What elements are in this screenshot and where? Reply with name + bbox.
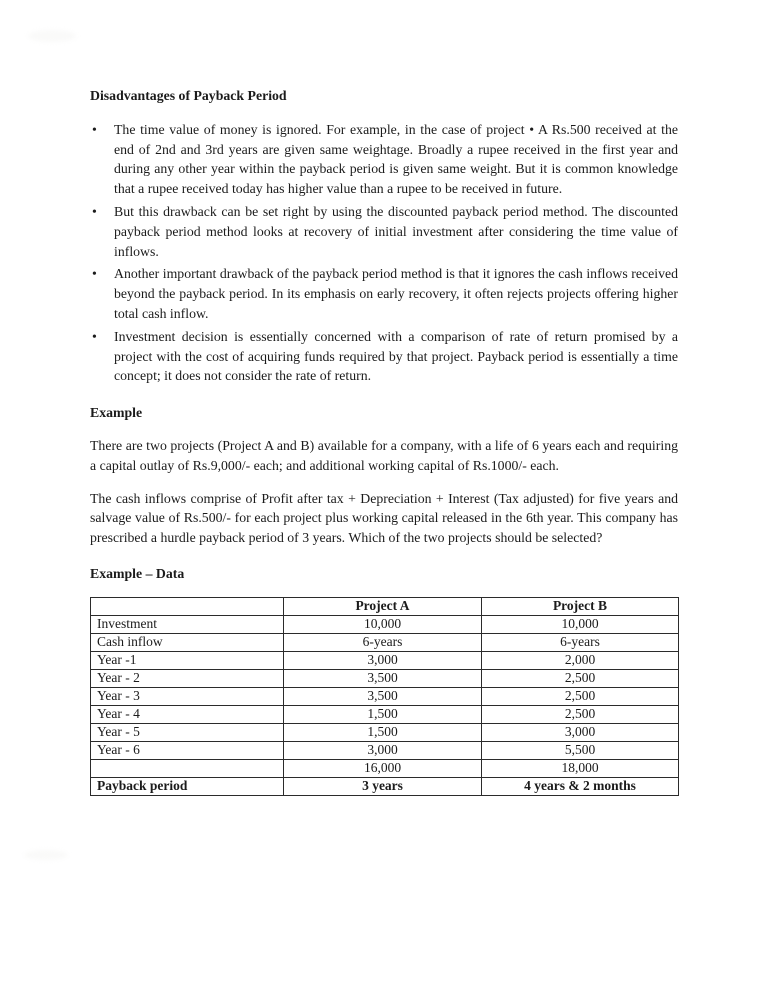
table-row xyxy=(91,651,679,669)
table-row xyxy=(91,741,679,759)
bullet-text: But this drawback can be set right by using the discounted payback period method. The discounted payback period method looks at recovery of initial investment after considering the time value of inflows. xyxy=(114,203,678,259)
bullet-icon: • xyxy=(92,266,97,282)
document-page xyxy=(90,86,678,796)
bullet-item xyxy=(90,327,678,386)
section-heading-example-data: Example – Data xyxy=(90,565,185,581)
example-paragraph: The cash inflows comprise of Profit after tax + Depreciation + Interest (Tax adjusted) for five years and salvage value of Rs.500/- for each project plus working capital released in the 6th year. This company has prescribed a hurdle payback period of 3 years. Which of the two projects should be selected? xyxy=(90,490,678,546)
table-cell-project-a: 1,500 xyxy=(284,723,482,741)
table-row-payback-period xyxy=(91,777,679,795)
scan-smudge xyxy=(24,850,68,860)
table-header-project-a: Project A xyxy=(284,597,482,615)
table-cell-project-b: 6-years xyxy=(482,633,679,651)
table-cell-project-a: 3,000 xyxy=(284,741,482,759)
table-cell-project-b: 5,500 xyxy=(482,741,679,759)
page-title: Disadvantages of Payback Period xyxy=(90,88,287,103)
bullet-icon: • xyxy=(92,328,97,344)
table-cell-project-a: 16,000 xyxy=(284,759,482,777)
table-header-empty xyxy=(91,597,284,615)
table-cell-project-b: 2,000 xyxy=(482,651,679,669)
example-paragraph: There are two projects (Project A and B) available for a company, with a life of 6 years each and requiring a capital outlay of Rs.9,000/- each; and additional working capital of Rs.1000/- each. xyxy=(90,437,678,473)
table-cell-label xyxy=(91,759,284,777)
table-cell-label: Payback period xyxy=(91,777,284,795)
table-cell-label: Year -1 xyxy=(91,651,284,669)
bullet-text: Investment decision is essentially concerned with a comparison of rate of return promised by a project with the cost of acquiring funds required by that project. Payback period is essentially a time concept; it does not consider the rate of return. xyxy=(114,328,678,384)
table-row xyxy=(91,633,679,651)
bullet-text: Another important drawback of the payback period method is that it ignores the cash inflows received beyond the payback period. In its emphasis on early recovery, it often rejects projects offering higher total cash inflow. xyxy=(114,266,678,321)
table-cell-project-b: 2,500 xyxy=(482,705,679,723)
table-cell-project-a: 3 years xyxy=(284,777,482,795)
table-cell-label: Year - 4 xyxy=(91,705,284,723)
table-row-totals xyxy=(91,759,679,777)
table-cell-label: Year - 2 xyxy=(91,669,284,687)
table-row xyxy=(91,723,679,741)
table-cell-project-b: 10,000 xyxy=(482,615,679,633)
table-cell-project-a: 1,500 xyxy=(284,705,482,723)
table-cell-project-a: 3,500 xyxy=(284,669,482,687)
scan-smudge xyxy=(28,30,76,42)
bullet-icon: • xyxy=(92,203,97,219)
table-cell-label: Year - 6 xyxy=(91,741,284,759)
bullet-item xyxy=(90,264,678,323)
bullet-icon: • xyxy=(92,121,97,137)
table-row xyxy=(91,669,679,687)
table-cell-project-b: 18,000 xyxy=(482,759,679,777)
table-cell-project-b: 3,000 xyxy=(482,723,679,741)
table-cell-project-b: 2,500 xyxy=(482,669,679,687)
table-cell-label: Year - 5 xyxy=(91,723,284,741)
table-cell-label: Year - 3 xyxy=(91,687,284,705)
table-row xyxy=(91,615,679,633)
table-header-row xyxy=(91,597,679,615)
section-heading-example: Example xyxy=(90,405,143,421)
bullet-text: The time value of money is ignored. For example, in the case of project • A Rs.500 received at the end of 2nd and 3rd years are given same weightage. Broadly a rupee received in the first year and during any other year within the payback period is given same weight. But it is common knowledge that a rupee received today has higher value than a rupee to be received in future. xyxy=(114,121,678,197)
bullet-item xyxy=(90,202,678,261)
table-cell-project-a: 6-years xyxy=(284,633,482,651)
table-row xyxy=(91,705,679,723)
bullet-list xyxy=(90,120,678,386)
table-cell-project-a: 10,000 xyxy=(284,615,482,633)
table-cell-project-b: 4 years & 2 months xyxy=(482,777,679,795)
table-cell-label: Investment xyxy=(91,615,284,633)
table-cell-project-b: 2,500 xyxy=(482,687,679,705)
table-cell-label: Cash inflow xyxy=(91,633,284,651)
table-cell-project-a: 3,500 xyxy=(284,687,482,705)
table-cell-project-a: 3,000 xyxy=(284,651,482,669)
bullet-item xyxy=(90,120,678,199)
table-header-project-b: Project B xyxy=(482,597,679,615)
example-data-table xyxy=(90,597,679,796)
table-row xyxy=(91,687,679,705)
